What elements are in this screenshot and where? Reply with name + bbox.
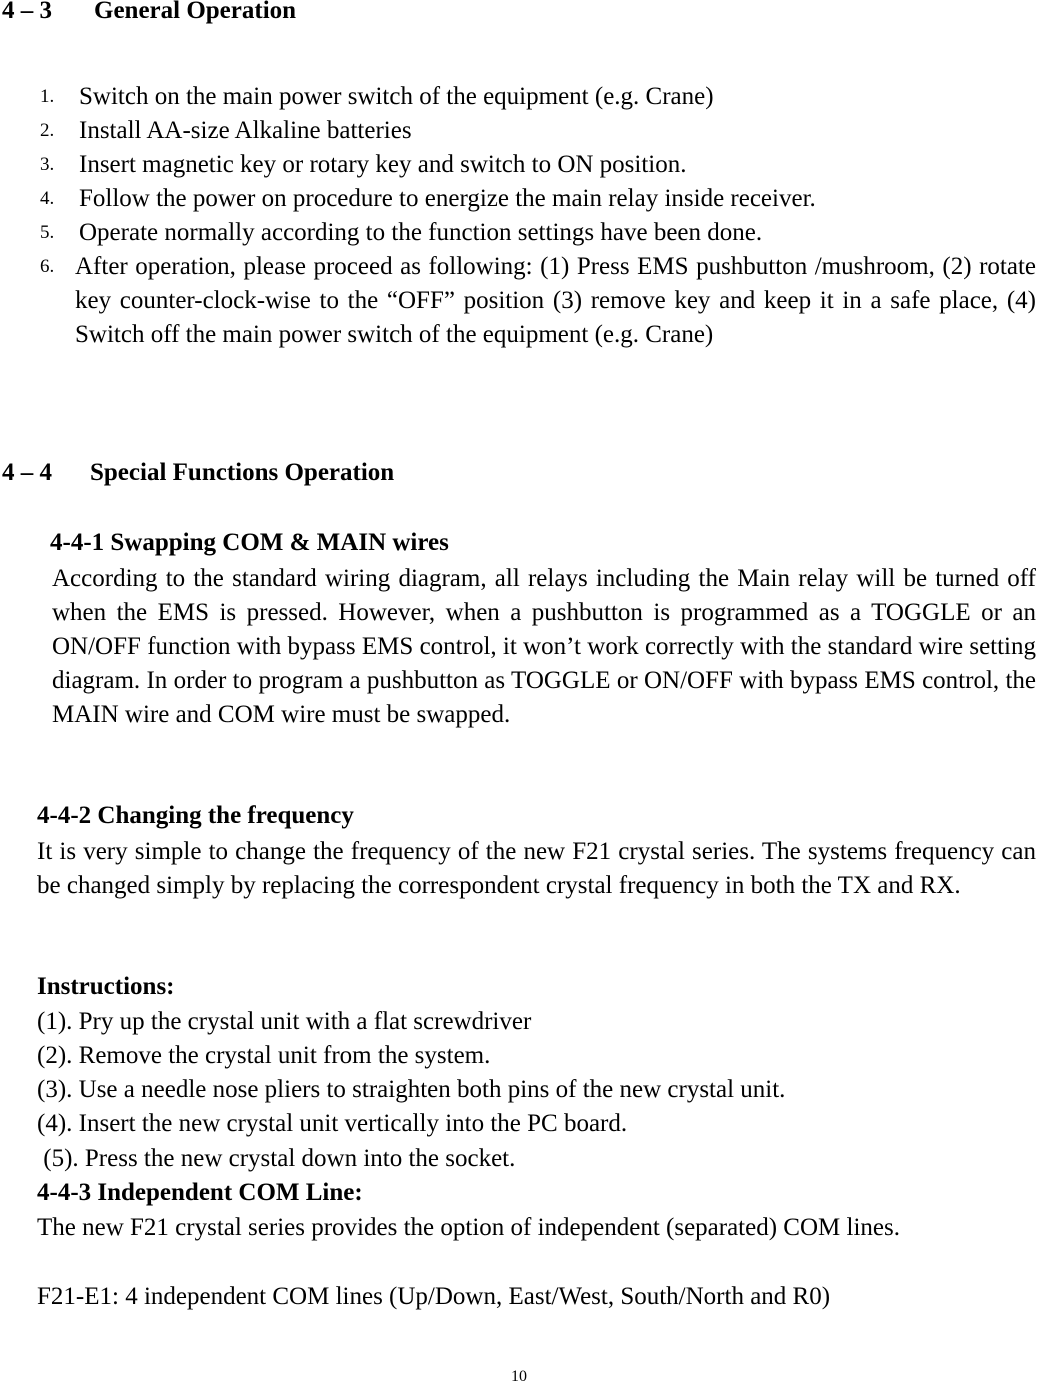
step-number: 2. [40, 120, 55, 141]
list-item [0, 80, 1038, 114]
subsection-4-4-3-heading: 4-4-3 Independent COM Line: [37, 1179, 363, 1206]
step-number: 6. [40, 256, 55, 277]
section-title: General Operation [94, 0, 297, 24]
list-item [0, 148, 1038, 182]
subsection-4-4-2-heading: 4-4-2 Changing the frequency [37, 802, 354, 829]
section-4-4-heading [2, 458, 394, 488]
section-number: 4 – 3 [2, 0, 52, 24]
subsection-4-4-2-body: It is very simple to change the frequency of the new F21 crystal series. The systems frequency can be changed simply by replacing the correspondent crystal frequency in both the TX and RX. [37, 838, 1036, 899]
instruction-item: (2). Remove the crystal unit from the system. [37, 1042, 491, 1069]
step-text: After operation, please proceed as following: (1) Press EMS pushbutton /mushroom, (2) rotate key counter-clock-wise to the “OFF” position (3) remove key and keep it in a safe place, (4) Switch off the main power switch of the equipment (e.g. Crane) [75, 253, 1036, 348]
list-item [0, 182, 1038, 216]
section-number: 4 – 4 [2, 459, 52, 486]
instruction-item: (5). Press the new crystal down into the socket. [37, 1145, 516, 1172]
page-number: 10 [511, 1368, 527, 1385]
instructions-label: Instructions: [37, 973, 175, 1000]
step-text: Follow the power on procedure to energize the main relay inside receiver. [79, 185, 816, 212]
step-text: Insert magnetic key or rotary key and switch to ON position. [79, 151, 687, 178]
list-item [0, 250, 1038, 352]
section-4-3-heading [2, 0, 296, 26]
general-operation-steps [0, 80, 1038, 352]
step-number: 3. [40, 154, 55, 175]
instruction-item: (1). Pry up the crystal unit with a flat screwdriver [37, 1008, 532, 1035]
step-text: Operate normally according to the function settings have been done. [79, 219, 763, 246]
f21-e1-line: F21-E1: 4 independent COM lines (Up/Down, East/West, South/North and R0) [37, 1283, 831, 1310]
subsection-4-4-3-body: The new F21 crystal series provides the option of independent (separated) COM lines. [37, 1214, 900, 1241]
instruction-item: (4). Insert the new crystal unit vertically into the PC board. [37, 1110, 628, 1137]
subsection-4-4-1-heading: 4-4-1 Swapping COM & MAIN wires [50, 529, 449, 556]
list-item [0, 216, 1038, 250]
step-number: 4. [40, 188, 55, 209]
step-number: 5. [40, 222, 55, 243]
list-item [0, 114, 1038, 148]
step-text: Install AA-size Alkaline batteries [79, 117, 412, 144]
step-number: 1. [40, 86, 55, 107]
subsection-4-4-1-body: According to the standard wiring diagram, all relays including the Main relay will be turned off when the EMS is pressed. However, when a pushbutton is programmed as a TOGGLE or an ON/OFF function with bypass EMS control, it won’t work correctly with the standard wire setting diagram. In order to program a pushbutton as TOGGLE or ON/OFF with bypass EMS control, the MAIN wire and COM wire must be swapped. [52, 565, 1036, 728]
step-text: Switch on the main power switch of the equipment (e.g. Crane) [79, 83, 714, 110]
instruction-item: (3). Use a needle nose pliers to straighten both pins of the new crystal unit. [37, 1076, 786, 1103]
section-title: Special Functions Operation [90, 459, 395, 486]
